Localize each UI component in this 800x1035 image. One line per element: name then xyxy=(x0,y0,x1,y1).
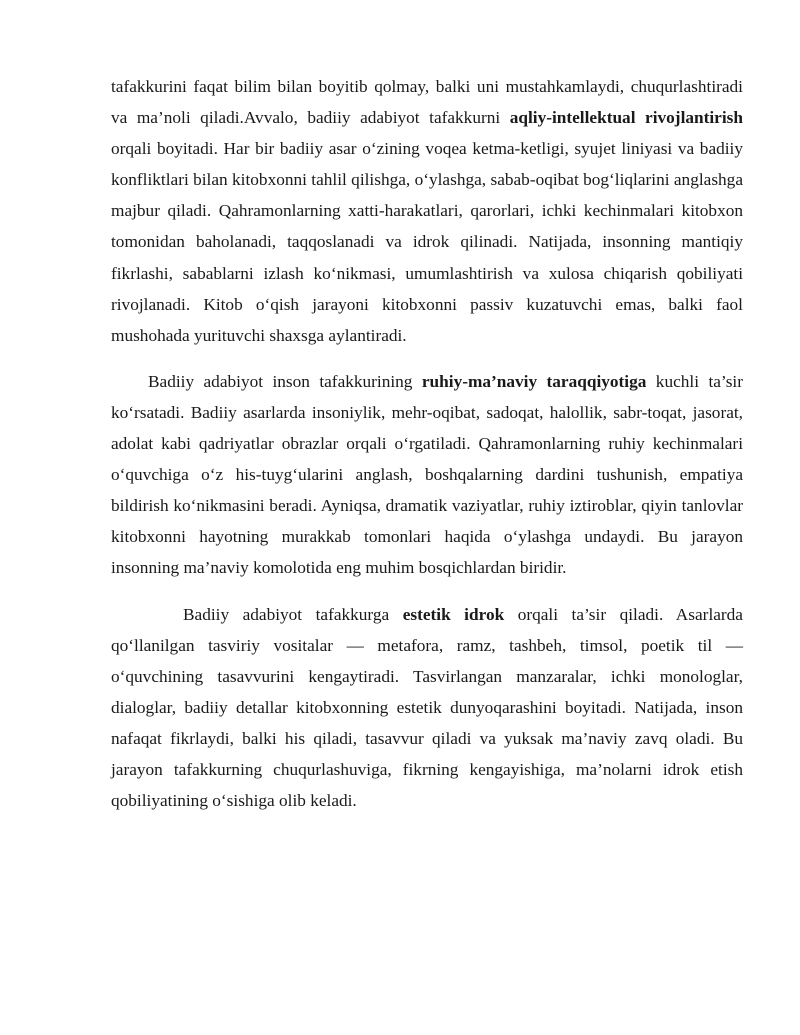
text-segment: orqali ta’sir qiladi. Asarlarda qo‘llanilgan tasviriy vositalar — metafora, ramz, tashbeh, timsol, poetik til — o‘quvchining tasavvurini kengaytiradi. Tasvirlangan manzaralar, ichki monologlar, dialoglar, badiiy detallar kitobxonning estetik dunyoqarashini boyitadi. Natijada, inson nafaqat fikrlaydi, balki his qiladi, tasavvur qiladi va yuksak ma’naviy zavq oladi. Bu jarayon tafakkurning chuqurlashuviga, fikrning kengayishiga, ma’nolarni idrok etish qobiliyatining o‘sishiga olib keladi. xyxy=(111,604,743,811)
document-body xyxy=(111,71,743,816)
text-segment: Badiiy adabiyot tafakkurga xyxy=(183,604,403,624)
text-segment: Badiiy adabiyot inson tafakkurining xyxy=(148,371,422,391)
paragraph-spiritual xyxy=(111,366,743,584)
text-segment: orqali boyitadi. Har bir badiiy asar o‘zining voqea ketma-ketligi, syujet liniyasi va badiiy konfliktlari bilan kitobxonni tahlil qilishga, o‘ylashga, sabab-oqibat bog‘liqlarini anglashga majbur qiladi. Qahramonlarning xatti-harakatlari, qarorlari, ichki kechinmalari kitobxon tomonidan baholanadi, taqqoslanadi va idrok qilinadi. Natijada, insonning mantiqiy fikrlashi, sabablarni izlash ko‘nikmasi, umumlashtirish va xulosa chiqarish qobiliyati rivojlanadi. Kitob o‘qish jarayoni kitobxonni passiv kuzatuvchi emas, balki faol mushohada yurituvchi shaxsga aylantiradi. xyxy=(111,139,743,345)
text-segment: kuchli ta’sir ko‘rsatadi. Badiiy asarlarda insoniylik, mehr-oqibat, sadoqat, halollik, sabr-toqat, jasorat, adolat kabi qadriyatlar obrazlar orqali o‘rgatiladi. Qahramonlarning ruhiy kechinmalari o‘quvchiga o‘z his-tuyg‘ularini anglash, boshqalarning dardini tushunish, empatiya bildirish ko‘nikmasini beradi. Ayniqsa, dramatik vaziyatlar, ruhiy iztiroblar, qiyin tanlovlar kitobxonni hayotning murakkab tomonlari haqida o‘ylashga undaydi. Bu jarayon insonning ma’naviy komolotida eng muhim bosqichlardan biridir. xyxy=(111,371,743,578)
bold-term-ruhiy-manaviy: ruhiy-ma’naviy taraqqiyotiga xyxy=(421,371,647,391)
bold-term-estetik-idrok: estetik idrok xyxy=(402,604,505,624)
text-segment: tafakkurini faqat bilim bilan boyitib qolmay, balki uni mustahkamlaydi, chuqurlashtiradi va ma’noli qiladi.Avvalo, badiiy adabiyot tafakkurni xyxy=(111,77,743,128)
bold-term-aqliy-intellektual: aqliy-intellektual rivojlantirish xyxy=(509,108,743,128)
paragraph-aesthetic xyxy=(111,599,743,817)
paragraph-intellectual xyxy=(111,71,743,351)
